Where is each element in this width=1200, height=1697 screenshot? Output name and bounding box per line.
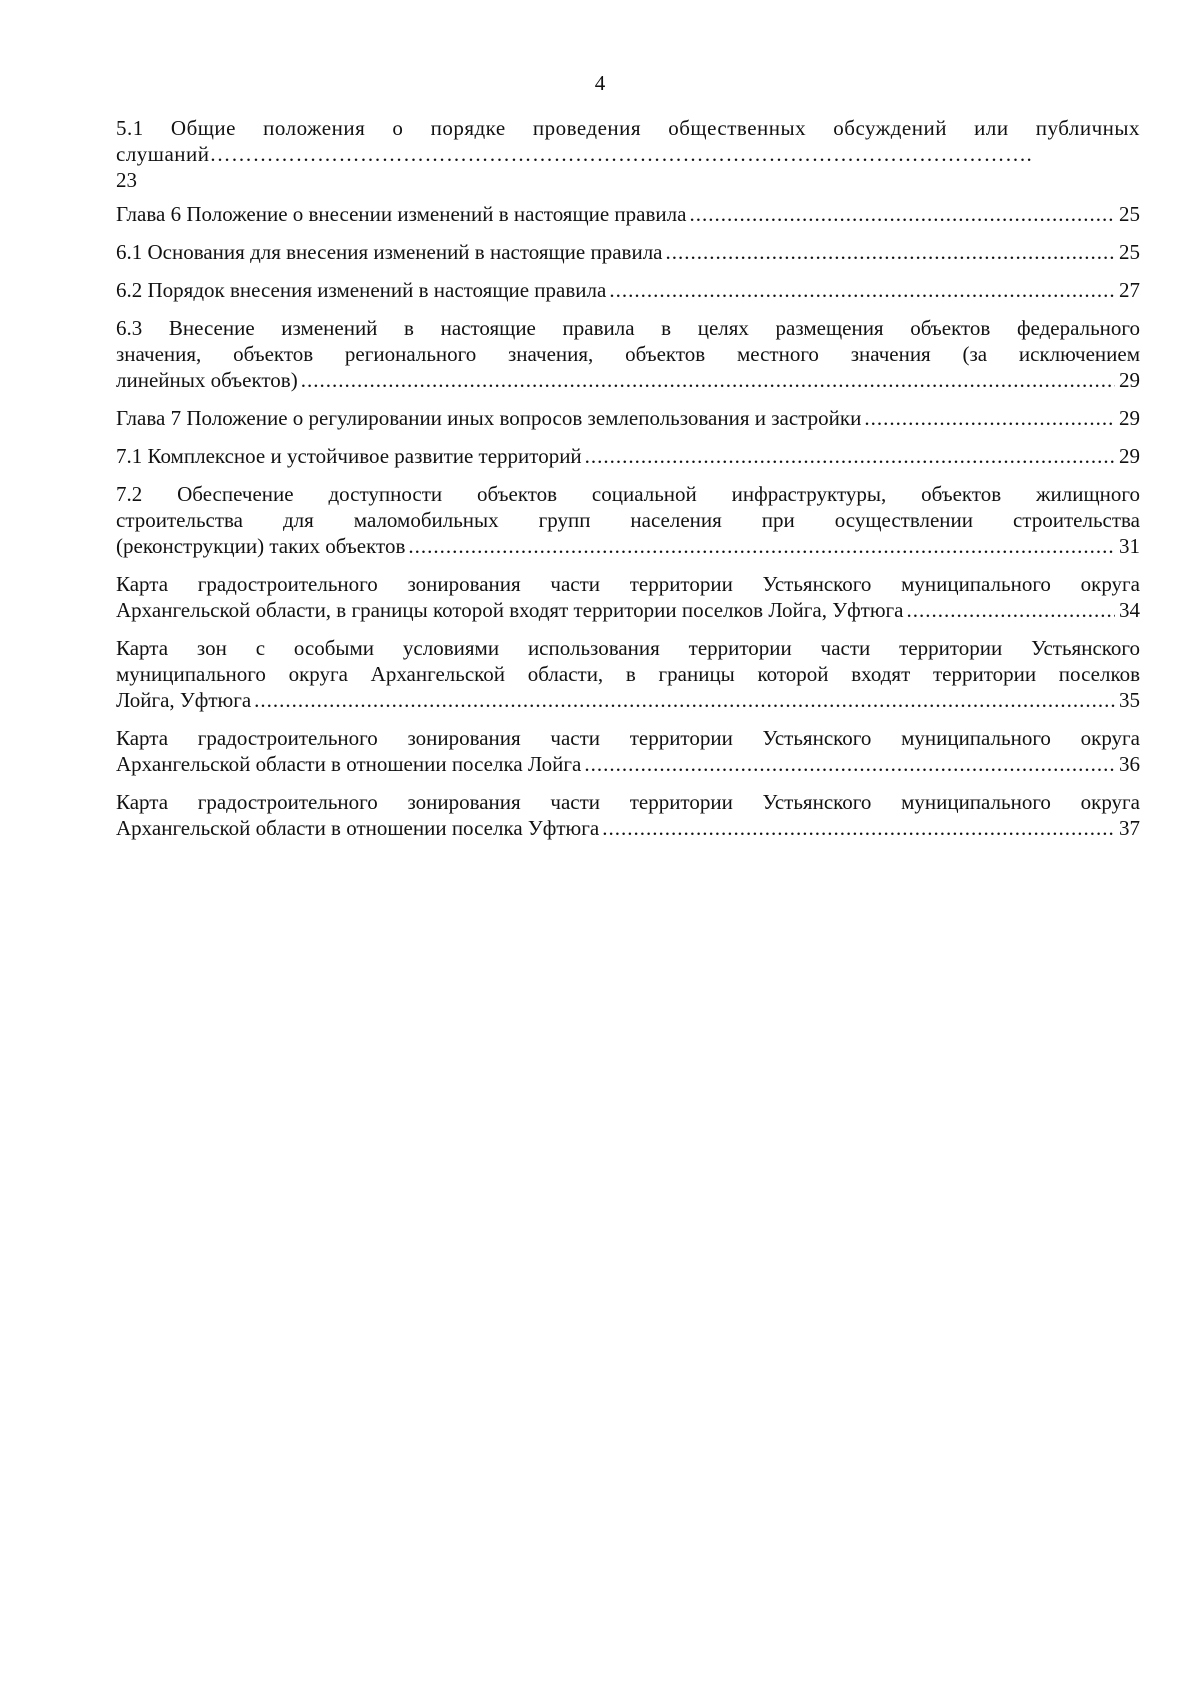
toc-entry-page: 34: [1119, 598, 1140, 622]
toc-entry[interactable]: [116, 405, 1140, 431]
toc-entry[interactable]: [116, 115, 1140, 193]
toc-entry-line: Карта градостроительного зонирования части территории Устьянского муниципального округа: [116, 790, 1140, 814]
toc-entry-title-end: Архангельской области в отношении поселка Уфтюга: [116, 816, 600, 840]
toc-entry-title: 7.1 Комплексное и устойчивое развитие территорий: [116, 444, 582, 468]
toc-entry-page: 27: [1119, 278, 1140, 302]
toc-entry-title-end: слушаний: [116, 142, 210, 166]
toc-entry-page: 29: [1119, 444, 1140, 468]
toc-entry-title: 6.2 Порядок внесения изменений в настоящие правила: [116, 278, 607, 302]
toc-entry-title: Глава 6 Положение о внесении изменений в настоящие правила: [116, 202, 687, 226]
toc-entry-leader: [301, 367, 1115, 393]
toc-entry-leader: …………………………………………………………………………………………………….: [209, 142, 1033, 166]
toc-entry-leader: [408, 533, 1115, 559]
toc-entry-leader: [689, 201, 1115, 227]
toc-entry-leader: [584, 751, 1115, 777]
toc-entry-line: муниципального округа Архангельской области, в границы которой входят территории поселков: [116, 662, 1140, 686]
toc-entry-page: 37: [1119, 816, 1140, 840]
toc-entry[interactable]: [116, 201, 1140, 227]
toc-entry-title-end: Архангельской области, в границы которой входят территории поселков Лойга, Уфтюга: [116, 598, 904, 622]
toc-entry-page: 35: [1119, 688, 1140, 712]
toc-entry[interactable]: [116, 635, 1140, 713]
toc-entry[interactable]: [116, 315, 1140, 393]
toc-entry-line: значения, объектов регионального значения, объектов местного значения (за исключением: [116, 342, 1140, 366]
toc-entry-line: 5.1 Общие положения о порядке проведения общественных обсуждений или публичных: [116, 116, 1140, 140]
toc-entry-page: 31: [1119, 534, 1140, 558]
toc-entry-line: Карта градостроительного зонирования части территории Устьянского муниципального округа: [116, 572, 1140, 596]
toc-entry-leader: [602, 815, 1115, 841]
toc-entry[interactable]: [116, 239, 1140, 265]
toc-entry-page: 29: [1119, 368, 1140, 392]
toc-entry-page: 36: [1119, 752, 1140, 776]
toc-entry[interactable]: [116, 277, 1140, 303]
toc-entry-line: 7.2 Обеспечение доступности объектов социальной инфраструктуры, объектов жилищного: [116, 482, 1140, 506]
toc-entry-title-end: линейных объектов): [116, 368, 298, 392]
toc-entry-leader: [906, 597, 1115, 623]
table-of-contents: [116, 115, 1140, 853]
toc-entry-title-end: Архангельской области в отношении поселка Лойга: [116, 752, 582, 776]
toc-entry-page: 25: [1119, 240, 1140, 264]
toc-entry-leader: [254, 687, 1115, 713]
toc-entry-title: 6.1 Основания для внесения изменений в настоящие правила: [116, 240, 663, 264]
toc-entry-line: 6.3 Внесение изменений в настоящие правила в целях размещения объектов федерального: [116, 316, 1140, 340]
toc-entry-title-end: Лойга, Уфтюга: [116, 688, 252, 712]
page-number: 4: [594, 71, 606, 95]
toc-entry-leader: [864, 405, 1115, 431]
toc-entry-title: Глава 7 Положение о регулировании иных вопросов землепользования и застройки: [116, 406, 862, 430]
toc-entry-line: [116, 141, 1140, 167]
toc-entry-page: 29: [1119, 406, 1140, 430]
toc-entry-line: Карта градостроительного зонирования части территории Устьянского муниципального округа: [116, 726, 1140, 750]
toc-entry[interactable]: [116, 789, 1140, 841]
toc-entry-page: 25: [1119, 202, 1140, 226]
toc-entry-leader: [666, 239, 1116, 265]
toc-entry[interactable]: [116, 571, 1140, 623]
toc-entry[interactable]: [116, 481, 1140, 559]
toc-entry-leader: [585, 443, 1115, 469]
toc-entry-line: строительства для маломобильных групп населения при осуществлении строительства: [116, 508, 1140, 532]
toc-entry-leader: [609, 277, 1115, 303]
toc-entry-title-end: (реконструкции) таких объектов: [116, 534, 406, 558]
toc-entry[interactable]: [116, 725, 1140, 777]
toc-entry[interactable]: [116, 443, 1140, 469]
toc-entry-page: 23: [116, 168, 137, 192]
toc-entry-line: Карта зон с особыми условиями использования территории части территории Устьянского: [116, 636, 1140, 660]
